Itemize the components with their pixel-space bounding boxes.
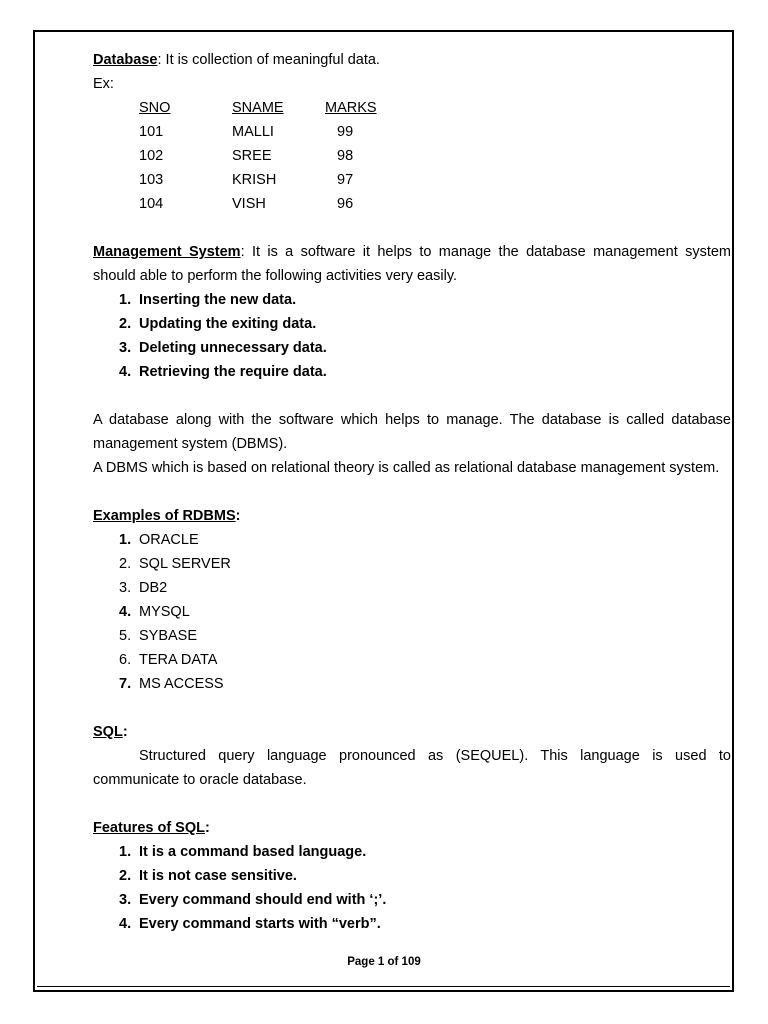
list-item: 4. Every command starts with “verb”. (119, 916, 381, 932)
list-item: 4. MYSQL (119, 604, 190, 620)
database-heading: Database (93, 52, 158, 68)
list-item: 7. MS ACCESS (119, 676, 224, 692)
sql-definition: Structured query language pronounced as (SEQUEL). This language is used to communicate to oracle database. (93, 748, 731, 788)
table-row: 102 SREE 98 (139, 148, 354, 164)
table-row: 104 VISH 96 (139, 196, 354, 212)
list-item: 1. ORACLE (119, 532, 199, 548)
student-table (139, 96, 731, 216)
table-header-row (139, 96, 731, 120)
sql-features-list (93, 840, 731, 936)
list-item: 3. Deleting unnecessary data. (119, 340, 327, 356)
sql-heading: SQL: (93, 724, 128, 740)
list-item: 2. Updating the exiting data. (119, 316, 317, 332)
list-item: 1. Inserting the new data. (119, 292, 297, 308)
list-item: 6. TERA DATA (119, 652, 218, 668)
list-item: 4. Retrieving the require data. (119, 364, 327, 380)
dbms-paragraph: A database along with the software which helps to manage. The database is called database management system (DBMS). (93, 412, 731, 452)
list-item: 5. SYBASE (119, 628, 198, 644)
sql-features-heading: Features of SQL: (93, 820, 210, 836)
list-item: 1. It is a command based language. (119, 844, 367, 860)
management-heading: Management System (93, 244, 241, 260)
column-header-sno: SNO (139, 100, 171, 116)
list-item: 2. It is not case sensitive. (119, 868, 297, 884)
table-row: 103 KRISH 97 (139, 172, 354, 188)
list-item: 2. SQL SERVER (119, 556, 231, 572)
rdbms-paragraph: A DBMS which is based on relational theory is called as relational database management system. (93, 460, 720, 476)
database-definition: Database: It is collection of meaningful data. (93, 52, 380, 68)
list-item: 3. Every command should end with ‘;’. (119, 892, 387, 908)
list-item: 3. DB2 (119, 580, 168, 596)
management-system-definition: Management System: It is a software it helps to manage the database management system should able to perform the following activities very easily. (93, 244, 731, 284)
example-label: Ex: (93, 76, 114, 92)
page-number: Page 1 of 109 (347, 956, 421, 968)
column-header-sname: SNAME (232, 100, 284, 116)
management-activities-list (93, 288, 731, 384)
rdbms-examples-list (93, 528, 731, 696)
table-row: 101 MALLI 99 (139, 124, 354, 140)
document-body (93, 48, 731, 936)
rdbms-examples-heading: Examples of RDBMS: (93, 508, 241, 524)
column-header-marks: MARKS (325, 100, 377, 116)
